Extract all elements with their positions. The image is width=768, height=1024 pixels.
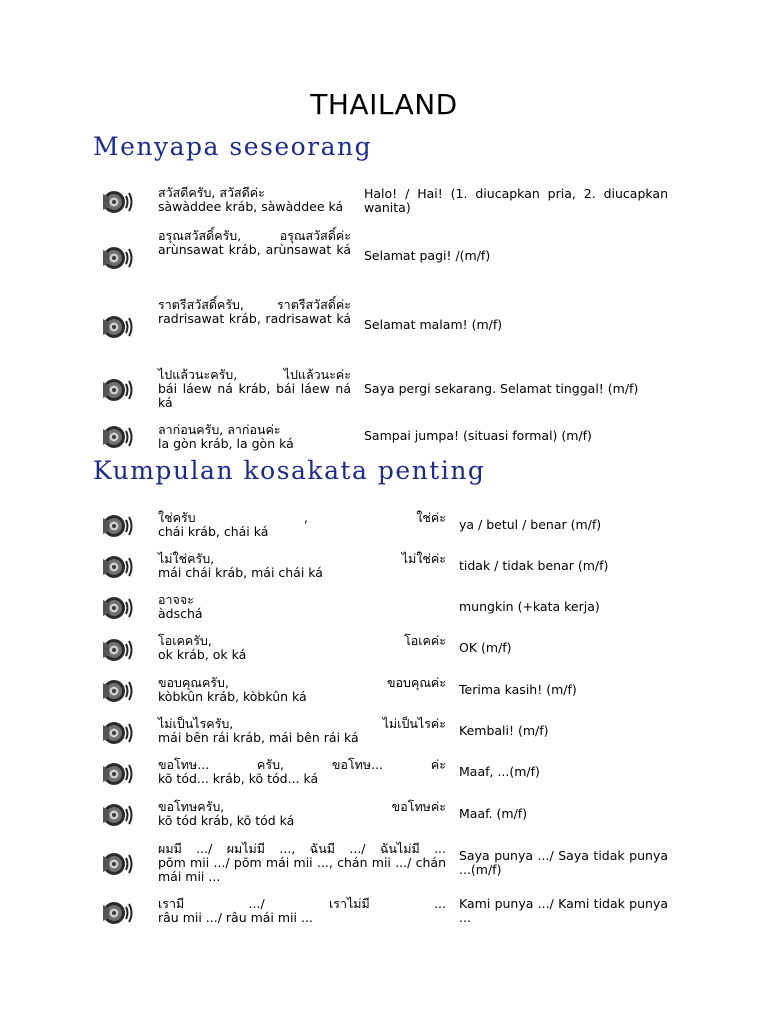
romanization: kòbkûn kráb, kòbkûn ká: [158, 689, 307, 704]
translation: Halo! / Hai! (1. diucapkan pria, 2. diucapkan wanita): [364, 186, 668, 215]
translation: Saya punya .../ Saya tidak punya ...(m/f): [459, 848, 668, 877]
speaker-icon[interactable]: [98, 636, 134, 664]
translation: Kembali! (m/f): [459, 723, 549, 738]
section-heading-greetings: Menyapa seseorang: [93, 132, 373, 161]
section-heading-vocabulary: Kumpulan kosakata penting: [93, 456, 486, 485]
thai-phrase: ไปแล้วนะครับ, ไปแล้วนะค่ะ: [158, 367, 351, 382]
translation: Maaf. (m/f): [459, 806, 528, 821]
translation: tidak / tidak benar (m/f): [459, 558, 609, 573]
speaker-icon[interactable]: [98, 423, 134, 451]
speaker-icon[interactable]: [98, 850, 134, 878]
romanization: kõ tód... kráb, kõ tód... ká: [158, 771, 319, 786]
speaker-icon[interactable]: [98, 244, 134, 272]
romanization: kõ tód kráb, kõ tód ká: [158, 813, 295, 828]
thai-phrase: ผมมี .../ ผมไม่มี ..., ฉันมี .../ ฉันไม่มี ...: [158, 841, 446, 856]
romanization: põm mii .../ põm mái mii ..., chán mii .../ chán mái mii ...: [158, 855, 446, 884]
speaker-icon[interactable]: [98, 801, 134, 829]
speaker-icon[interactable]: [98, 553, 134, 581]
translation: Selamat malam! (m/f): [364, 317, 503, 332]
speaker-icon[interactable]: [98, 313, 134, 341]
romanization: arùnsawat kráb, arùnsawat ká: [158, 242, 351, 257]
romanization: sàwàddee kráb, sàwàddee ká: [158, 199, 344, 214]
thai-phrase: อรุณสวัสดิ์ครับ, อรุณสวัสดิ์ค่ะ: [158, 228, 351, 243]
thai-phrase: ราตรีสวัสดิ์ครับ, ราตรีสวัสดิ์ค่ะ: [158, 297, 351, 312]
thai-phrase: สวัสดีครับ, สวัสดีค่ะ: [158, 185, 265, 200]
thai-phrase: อาจจะ: [158, 592, 194, 607]
thai-phrase: ลาก่อนครับ, ลาก่อนค่ะ: [158, 422, 281, 437]
translation: Selamat pagi! /(m/f): [364, 248, 491, 263]
romanization: bái láew ná kráb, bái láew ná ká: [158, 381, 351, 410]
romanization: chái kráb, chái ká: [158, 524, 269, 539]
speaker-icon[interactable]: [98, 677, 134, 705]
romanization: mái bên rái kráb, mái bên rái ká: [158, 730, 359, 745]
speaker-icon[interactable]: [98, 188, 134, 216]
speaker-icon[interactable]: [98, 760, 134, 788]
romanization: râu mii .../ râu mái mii ...: [158, 910, 313, 925]
speaker-icon[interactable]: [98, 376, 134, 404]
translation: mungkin (+kata kerja): [459, 599, 600, 614]
romanization: mái chái kráb, mái chái ká: [158, 565, 323, 580]
translation: Sampai jumpa! (situasi formal) (m/f): [364, 428, 592, 443]
thai-phrase: โอเคครับ, โอเคค่ะ: [158, 633, 446, 648]
thai-phrase: ขอบคุณครับ, ขอบคุณค่ะ: [158, 675, 446, 690]
thai-phrase: ไม่เป็นไรครับ, ไม่เป็นไรค่ะ: [158, 716, 446, 731]
thai-phrase: เรามี .../ เราไม่มี ...: [158, 896, 446, 911]
speaker-icon[interactable]: [98, 899, 134, 927]
romanization: àdschá: [158, 606, 203, 621]
translation: OK (m/f): [459, 640, 512, 655]
thai-phrase: ใช่ครับ , ใช่ค่ะ: [158, 510, 446, 525]
speaker-icon[interactable]: [98, 594, 134, 622]
translation: Saya pergi sekarang. Selamat tinggal! (m/f): [364, 381, 639, 396]
translation: ya / betul / benar (m/f): [459, 517, 602, 532]
speaker-icon[interactable]: [98, 719, 134, 747]
translation: Kami punya .../ Kami tidak punya ...: [459, 896, 668, 925]
translation: Maaf, ...(m/f): [459, 764, 540, 779]
translation: Terima kasih! (m/f): [459, 682, 577, 697]
thai-phrase: ไม่ใช่ครับ, ไม่ใช่ค่ะ: [158, 551, 446, 566]
speaker-icon[interactable]: [98, 512, 134, 540]
thai-phrase: ขอโทษ... ครับ, ขอโทษ... ค่ะ: [158, 757, 446, 772]
romanization: ok kráb, ok ká: [158, 647, 247, 662]
romanization: la gòn kráb, la gòn ká: [158, 436, 294, 451]
page-title: THAILAND: [310, 88, 458, 121]
thai-phrase: ขอโทษครับ, ขอโทษค่ะ: [158, 799, 446, 814]
romanization: radrisawat kráb, radrisawat ká: [158, 311, 351, 326]
